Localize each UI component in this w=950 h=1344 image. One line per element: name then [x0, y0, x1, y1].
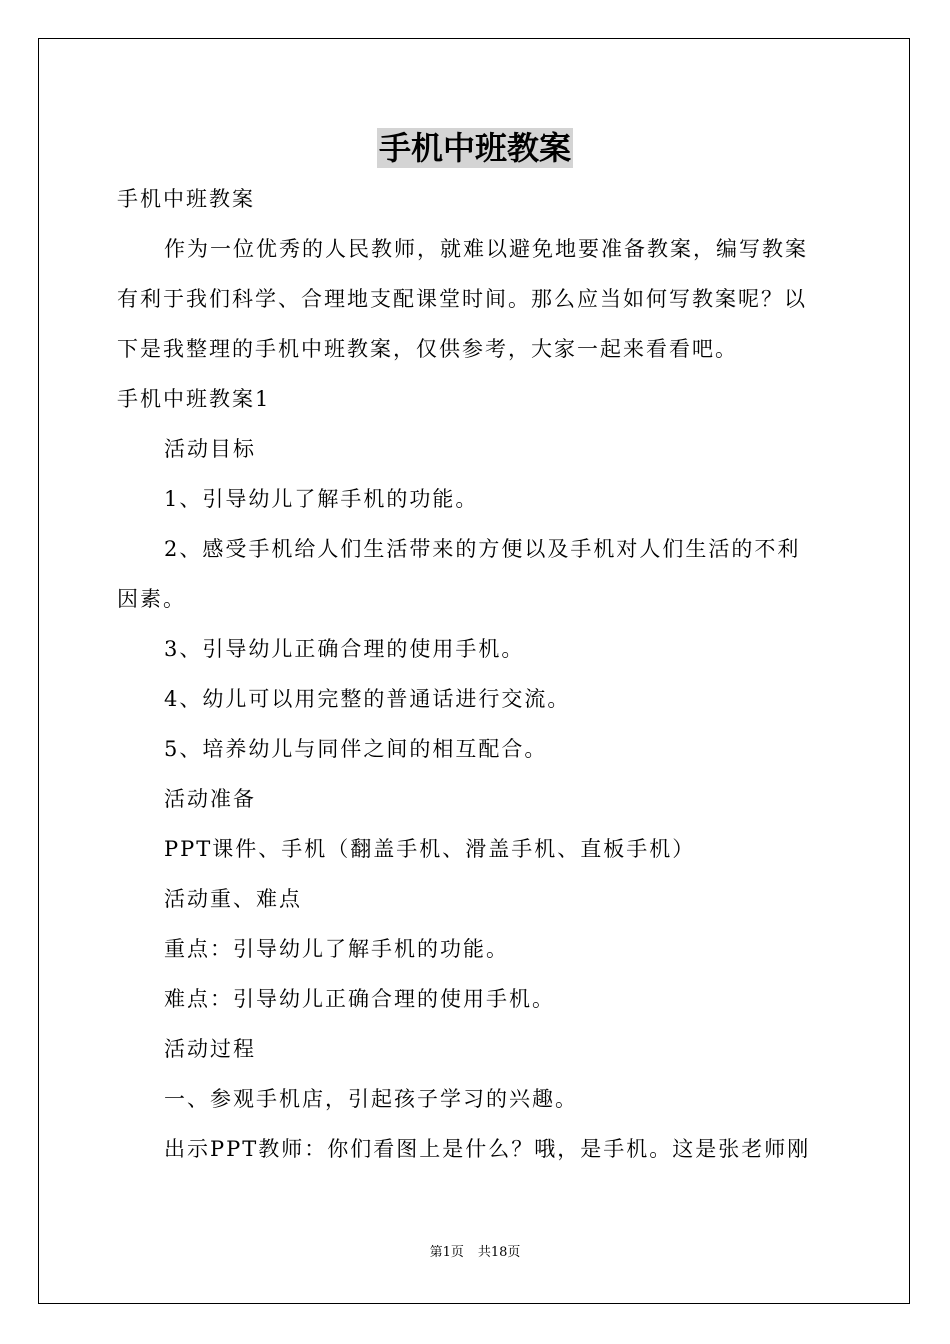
page-border — [38, 38, 910, 1304]
subsection-heading: 活动过程 — [164, 1037, 256, 1061]
list-item-continuation: 因素。 — [117, 587, 186, 611]
title-area — [0, 128, 950, 168]
list-item: 2、感受手机给人们生活带来的方便以及手机对人们生活的不利 — [164, 537, 801, 561]
subtitle-line: 手机中班教案 — [117, 187, 255, 211]
paragraph-line: 作为一位优秀的人民教师，就难以避免地要准备教案，编写教案 — [164, 237, 808, 261]
page-number: 第1页 — [429, 1245, 464, 1260]
list-item: 3、引导幼儿正确合理的使用手机。 — [164, 637, 525, 661]
paragraph-line: 难点：引导幼儿正确合理的使用手机。 — [164, 987, 555, 1011]
document-title: 手机中班教案 — [378, 129, 571, 167]
list-item: 5、培养幼儿与同伴之间的相互配合。 — [164, 737, 548, 761]
paragraph-line: 重点：引导幼儿了解手机的功能。 — [164, 937, 509, 961]
list-item: 1、引导幼儿了解手机的功能。 — [164, 487, 479, 511]
paragraph-line: 一、参观手机店，引起孩子学习的兴趣。 — [164, 1087, 578, 1111]
subsection-heading: 活动准备 — [164, 787, 256, 811]
paragraph-line: PPT课件、手机（翻盖手机、滑盖手机、直板手机） — [164, 837, 696, 861]
subsection-heading: 活动目标 — [164, 437, 256, 461]
paragraph-line: 出示PPT教师：你们看图上是什么？哦，是手机。这是张老师刚 — [164, 1137, 811, 1161]
page-total: 共18页 — [477, 1245, 521, 1260]
list-item: 4、幼儿可以用完整的普通话进行交流。 — [164, 687, 571, 711]
section-heading: 手机中班教案1 — [117, 387, 271, 411]
page-footer — [0, 1245, 950, 1261]
paragraph-line: 下是我整理的手机中班教案，仅供参考，大家一起来看看吧。 — [117, 337, 738, 361]
subsection-heading: 活动重、难点 — [164, 887, 302, 911]
paragraph-line: 有利于我们科学、合理地支配课堂时间。那么应当如何写教案呢？以 — [117, 287, 807, 311]
